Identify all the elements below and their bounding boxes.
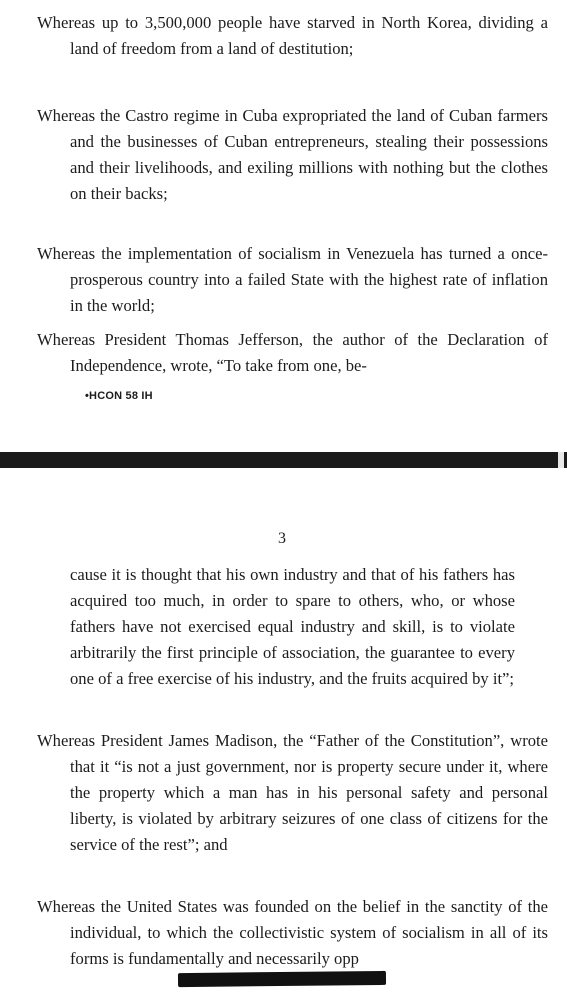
clause-venezuela: Whereas the implementation of socialism in Venezuela has turned a once-prosperous country into a failed State with the highest rate of inflation in the world;	[37, 244, 548, 315]
continuation-jefferson: cause it is thought that his own industry and that of his fathers has acquired too much, in order to spare to others, who, or whose fathers have not exercised equal industry and skill, is to violate arbitrarily the first principle of association, the guarantee to every one of a free exercise of his industry, and the fruits acquired by it”;	[70, 565, 515, 688]
clause-madison: Whereas President James Madison, the “Father of the Constitution”, wrote that it “is not a just government, nor is property secure under it, where the property which a man has in his personal safety and personal liberty, is violated by arbitrary seizures of one class of citizens for the service of the rest”; and	[37, 731, 548, 854]
page-footer: •HCON 58 IH	[85, 390, 153, 402]
clause-cuba: Whereas the Castro regime in Cuba expropriated the land of Cuban farmers and the businesses of Cuban entrepreneurs, stealing their possessions and their livelihoods, and exiling millions with nothing but the clothes on their backs;	[37, 106, 548, 203]
clause-united-states: Whereas the United States was founded on the belief in the sanctity of the individual, to which the collectivistic system of socialism in all of its forms is fundamentally and necessarily opp	[37, 897, 548, 968]
clause-north-korea: Whereas up to 3,500,000 people have starved in North Korea, dividing a land of freedom from a land of destitution;	[37, 13, 548, 58]
document-page-top	[0, 0, 567, 452]
clause-jefferson: Whereas President Thomas Jefferson, the author of the Declaration of Independence, wrote, “To take from one, be-	[37, 330, 548, 375]
page-divider	[0, 452, 567, 468]
page-number: 3	[278, 530, 286, 547]
divider-edge	[558, 452, 564, 468]
redaction-mark	[178, 971, 386, 987]
